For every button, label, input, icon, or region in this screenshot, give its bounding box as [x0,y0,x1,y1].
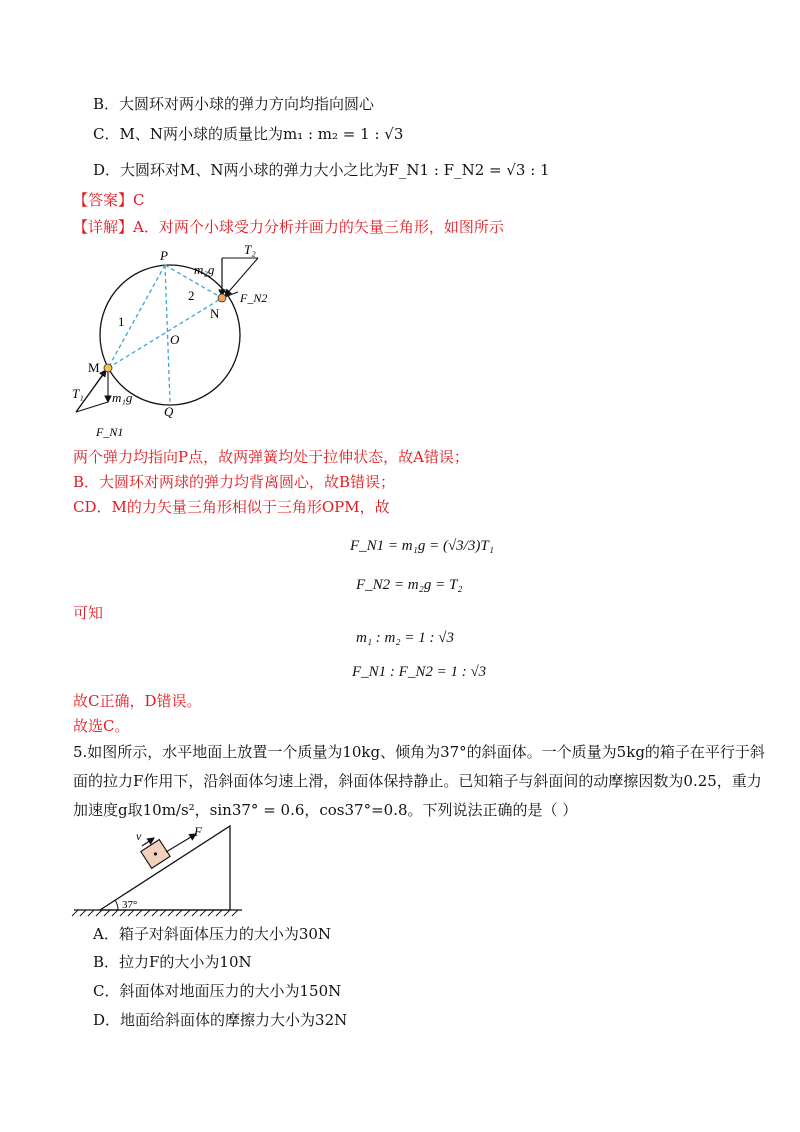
label-m2g: m₂g [194,262,215,277]
incline-diagram [70,822,250,918]
label-q: Q [164,404,174,419]
label-t2: T₂ [244,242,256,257]
detail-tag: 【详解】 [73,218,134,236]
q5-option-a: A．箱子对斜面体压力的大小为30N [93,925,332,943]
label-v: v [136,829,142,843]
circle-force-diagram [60,240,270,445]
answer-line [73,190,145,210]
answer-value: C [133,191,145,209]
q5-option-b: B．拉力F的大小为10N [93,953,252,971]
q5-option-d: D．地面给斜面体的摩擦力大小为32N [93,1011,348,1029]
label-2: 2 [188,288,195,303]
label-m: M [88,360,100,375]
conclusion-line: 故C正确，D错误。 [73,692,202,710]
label-p: P [160,248,168,263]
detail-intro: A．对两个小球受力分析并画力的矢量三角形，如图所示 [133,218,504,236]
label-fn2: F_N2 [240,291,268,305]
q4-option-c: C．M、N两小球的质量比为m₁ : m₂ = 1 : √3 [93,125,404,143]
kezhi-line: 可知 [73,604,104,622]
equation-2: F_N2 = m₂g = T₂ [356,577,463,593]
label-n: N [210,306,220,321]
label-f: F [194,824,202,839]
label-fn1: F_N1 [96,425,124,439]
ball-m [104,364,112,372]
equation-3: m₁ : m₂ = 1 : √3 [356,630,454,646]
line-b: B．大圆环对两球的弹力均背离圆心，故B错误； [73,473,396,491]
equation-4: F_N1 : F_N2 = 1 : √3 [352,664,487,680]
label-o: O [170,332,180,347]
equation-1: F_N1 = m₁g = (√3/3)T₁ [350,538,494,554]
q4-option-d: D．大圆环对M、N两小球的弹力大小之比为F_N1 : F_N2 = √3 : 1 [93,161,550,179]
q4-option-b: B．大圆环对两小球的弹力方向均指向圆心 [93,95,375,113]
choose-line: 故选C。 [73,717,130,735]
q5-stem-3: 加速度g取10m/s²，sin37° = 0.6，cos37°=0.8。下列说法正确的是（ ） [73,801,578,819]
label-t1: T₁ [72,386,84,401]
incline-block [100,826,230,910]
q5-option-c: C．斜面体对地面压力的大小为150N [93,982,342,1000]
ball-n [218,294,226,302]
label-m1g: m₁g [112,390,133,405]
q5-stem-2: 面的拉力F作用下，沿斜面体匀速上滑，斜面体保持静止。已知箱子与斜面间的动摩擦因数为0.25，重力 [73,772,762,790]
answer-tag: 【答案】 [73,191,134,209]
q5-stem-1: 5.如图所示，水平地面上放置一个质量为10kg、倾角为37°的斜面体。一个质量为5kg的箱子在平行于斜 [73,743,765,761]
label-angle: 37° [122,899,138,911]
line-cd: CD．M的力矢量三角形相似于三角形OPM，故 [73,498,390,516]
line-a: 两个弹力均指向P点，故两弹簧均处于拉伸状态，故A错误； [73,448,469,466]
detail-line [73,217,504,237]
label-1: 1 [118,314,125,329]
